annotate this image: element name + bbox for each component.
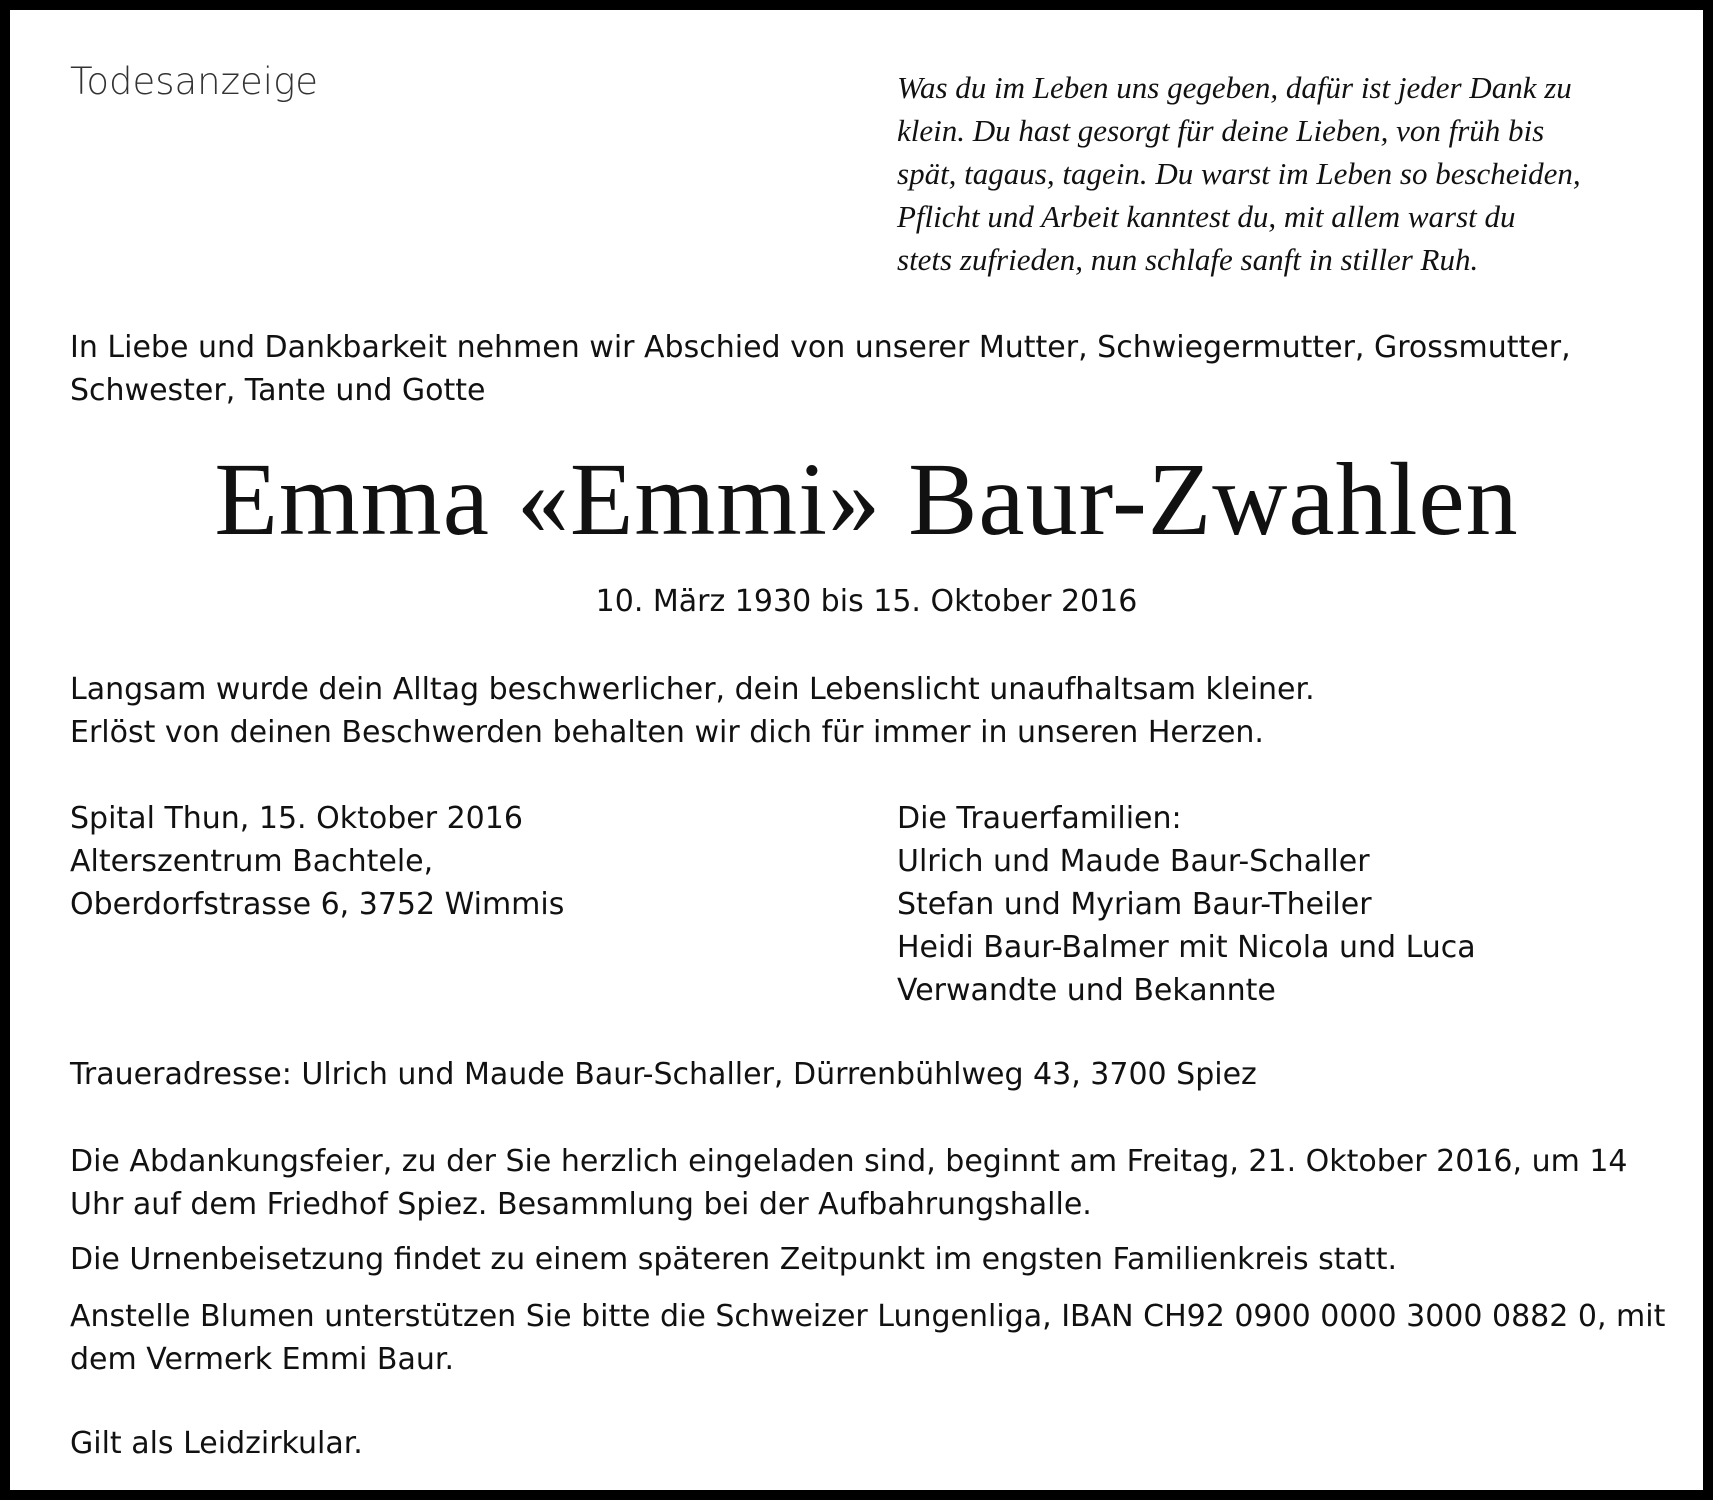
- notice-label: Todesanzeige: [70, 60, 319, 103]
- burial-paragraph: Die Urnenbeisetzung findet zu einem späteren Zeitpunkt im engsten Familienkreis statt.: [70, 1242, 1397, 1277]
- intro-text: In Liebe und Dankbarkeit nehmen wir Abschied von unserer Mutter, Schwiegermutter, Grossmutter, Schwester, Tante und Gotte: [70, 330, 1571, 408]
- ceremony-paragraph: Die Abdankungsfeier, zu der Sie herzlich eingeladen sind, beginnt am Freitag, 21. Oktober 2016, um 14 Uhr auf dem Friedhof Spiez. Besammlung bei der Aufbahrungshalle.: [70, 1144, 1628, 1222]
- verse-line: Langsam wurde dein Alltag beschwerlicher, dein Lebenslicht unaufhaltsam kleiner.: [70, 672, 1315, 707]
- circular-note: Gilt als Leidzirkular.: [70, 1426, 363, 1461]
- place-line: Oberdorfstrasse 6, 3752 Wimmis: [70, 887, 565, 922]
- family-line: Stefan und Myriam Baur-Theiler: [897, 887, 1372, 922]
- mourning-families: [897, 797, 1476, 1012]
- verse-line: Erlöst von deinen Beschwerden behalten wir dich für immer in unseren Herzen.: [70, 715, 1264, 750]
- poem-line: Was du im Leben uns gegeben, dafür ist jeder Dank zu: [897, 70, 1572, 105]
- mourning-address: Traueradresse: Ulrich und Maude Baur-Schaller, Dürrenbühlweg 43, 3700 Spiez: [70, 1057, 1257, 1092]
- poem: [897, 66, 1687, 281]
- place-line: Alterszentrum Bachtele,: [70, 844, 434, 879]
- donation-paragraph: Anstelle Blumen unterstützen Sie bitte die Schweizer Lungenliga, IBAN CH92 0900 0000 3000 0882 0, mit dem Vermerk Emmi Baur.: [70, 1299, 1666, 1377]
- poem-line: klein. Du hast gesorgt für deine Lieben, von früh bis: [897, 113, 1545, 148]
- farewell-verse: [70, 668, 1315, 754]
- deceased-name: Emma «Emmi» Baur-Zwahlen: [214, 442, 1519, 557]
- poem-line: spät, tagaus, tagein. Du warst im Leben so bescheiden,: [897, 156, 1581, 191]
- family-line: Ulrich und Maude Baur-Schaller: [897, 844, 1370, 879]
- place-line: Spital Thun, 15. Oktober 2016: [70, 801, 523, 836]
- family-line: Die Trauerfamilien:: [897, 801, 1182, 836]
- place-and-date: [70, 797, 564, 926]
- poem-line: stets zufrieden, nun schlafe sanft in stiller Ruh.: [897, 242, 1479, 277]
- life-dates: 10. März 1930 bis 15. Oktober 2016: [595, 584, 1138, 619]
- family-line: Heidi Baur-Balmer mit Nicola und Luca: [897, 930, 1476, 965]
- poem-line: Pflicht und Arbeit kanntest du, mit allem warst du: [897, 199, 1516, 234]
- family-line: Verwandte und Bekannte: [897, 973, 1276, 1008]
